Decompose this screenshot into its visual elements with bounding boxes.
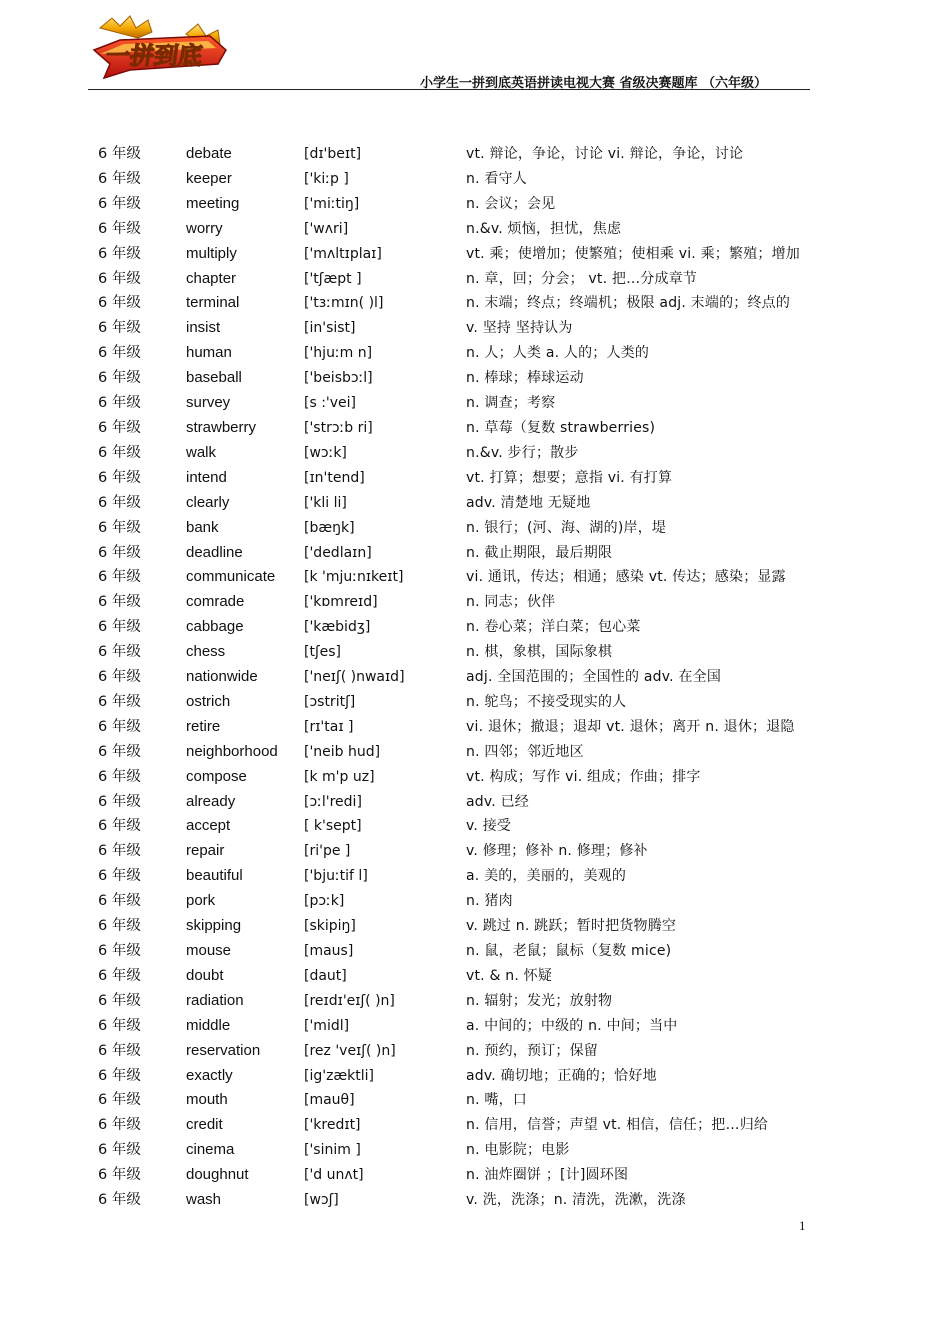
phonetic-cell: [k m'p uz] <box>304 768 375 785</box>
phonetic-cell: ['kiːp ] <box>304 170 349 187</box>
vocab-row <box>0 1113 950 1138</box>
vocab-row <box>0 366 950 391</box>
definition-cell: v. 跳过 n. 跳跃；暂时把货物腾空 <box>466 918 677 935</box>
page-number: 1 <box>799 1218 806 1233</box>
phonetic-cell: ['miːtiŋ] <box>304 195 360 212</box>
grade-cell: 6 年级 <box>98 1042 141 1059</box>
phonetic-cell: ['beisbɔːl] <box>304 370 373 387</box>
word-cell: mouth <box>186 1091 228 1109</box>
phonetic-cell: [k 'mjuːnɪkeɪt] <box>304 569 404 586</box>
document-header-title: 小学生一拼到底英语拼读电视大赛 省级决赛题库 （六年级） <box>420 76 768 91</box>
phonetic-cell: ['tʃæpt ] <box>304 270 362 287</box>
definition-cell: n.&v. 步行；散步 <box>466 444 579 461</box>
phonetic-cell: ['kæbidʒ] <box>304 619 371 636</box>
grade-cell: 6 年级 <box>98 519 141 536</box>
grade-cell: 6 年级 <box>98 146 141 162</box>
grade-cell: 6 年级 <box>98 469 141 486</box>
definition-cell: vt. 打算；想要；意指 vi. 有打算 <box>466 469 673 486</box>
phonetic-cell: [bæŋk] <box>304 519 355 536</box>
vocab-row <box>0 1039 950 1064</box>
grade-cell: 6 年级 <box>98 569 141 586</box>
word-cell: cabbage <box>186 618 244 636</box>
vocab-row <box>0 1088 950 1113</box>
grade-cell: 6 年级 <box>98 320 141 337</box>
vocab-row <box>0 416 950 441</box>
definition-cell: v. 修理；修补 n. 修理；修补 <box>466 843 648 860</box>
word-cell: human <box>186 344 232 362</box>
grade-cell: 6 年级 <box>98 444 141 461</box>
word-cell: nationwide <box>186 668 258 686</box>
definition-cell: a. 中间的；中级的 n. 中间；当中 <box>466 1017 678 1034</box>
word-cell: multiply <box>186 244 237 262</box>
grade-cell: 6 年级 <box>98 220 141 237</box>
vocab-row <box>0 291 950 316</box>
vocab-row <box>0 242 950 267</box>
vocab-row <box>0 814 950 839</box>
phonetic-cell: ['kɒmreɪd] <box>304 594 378 611</box>
word-cell: radiation <box>186 991 244 1009</box>
word-cell: repair <box>186 842 225 860</box>
word-cell: mouse <box>186 942 232 959</box>
word-cell: neighborhood <box>186 742 278 760</box>
grade-cell: 6 年级 <box>98 818 141 835</box>
word-cell: reservation <box>186 1041 261 1059</box>
word-cell: terminal <box>186 294 240 312</box>
vocab-row <box>0 640 950 665</box>
vocab-row <box>0 316 950 341</box>
phonetic-cell: [ɔstritʃ] <box>304 693 356 710</box>
definition-cell: n. 章，回；分会； vt. 把…分成章节 <box>466 270 698 287</box>
vocab-row <box>0 1188 950 1213</box>
word-cell: chapter <box>186 269 237 287</box>
phonetic-cell: ['dedlaɪn] <box>304 544 372 561</box>
phonetic-cell: [rɪ'taɪ ] <box>304 718 354 735</box>
vocab-row <box>0 615 950 640</box>
word-cell: keeper <box>186 169 232 187</box>
phonetic-cell: [wɔːk] <box>304 444 347 461</box>
vocab-row <box>0 989 950 1014</box>
grade-cell: 6 年级 <box>98 544 141 561</box>
definition-cell: n. 猪肉 <box>466 893 513 910</box>
grade-cell: 6 年级 <box>98 195 141 212</box>
word-cell: meeting <box>186 194 240 212</box>
word-cell: middle <box>186 1016 231 1034</box>
definition-cell: n. 电影院；电影 <box>466 1142 570 1159</box>
phonetic-cell: ['kredɪt] <box>304 1117 361 1134</box>
grade-cell: 6 年级 <box>98 768 141 785</box>
definition-cell: n.&v. 烦恼，担忧，焦虑 <box>466 220 622 237</box>
phonetic-cell: ['kli li] <box>304 494 347 511</box>
phonetic-cell: ['neib hud] <box>304 743 381 760</box>
vocab-row <box>0 441 950 466</box>
phonetic-cell: [ig'zæktli] <box>304 1067 375 1084</box>
logo-leaf-shape <box>100 16 152 38</box>
phonetic-cell: ['mʌltɪplaɪ] <box>304 245 382 262</box>
vocab-row <box>0 516 950 541</box>
grade-cell: 6 年级 <box>98 345 141 362</box>
phonetic-cell: [daut] <box>304 967 347 984</box>
phonetic-cell: [ɪn'tend] <box>304 469 365 486</box>
logo-text: 一拼到底 <box>104 42 205 70</box>
phonetic-cell: [ k'sept] <box>304 818 362 835</box>
vocab-row <box>0 765 950 790</box>
phonetic-cell: [rez 'veɪʃ( )n] <box>304 1042 396 1059</box>
word-cell: communicate <box>186 568 276 586</box>
phonetic-cell: [wɔʃ] <box>304 1192 339 1209</box>
vocab-row <box>0 1138 950 1163</box>
grade-cell: 6 年级 <box>98 669 141 686</box>
definition-cell: n. 调查；考察 <box>466 395 556 412</box>
vocab-row <box>0 690 950 715</box>
definition-cell: vi. 退休；撤退；退却 vt. 退休；离开 n. 退休；退隐 <box>466 718 795 735</box>
grade-cell: 6 年级 <box>98 1142 141 1159</box>
word-cell: ostrich <box>186 692 231 710</box>
definition-cell: n. 银行；(河、海、湖的)岸，堤 <box>466 519 667 536</box>
word-cell: beautiful <box>186 867 243 885</box>
grade-cell: 6 年级 <box>98 270 141 287</box>
definition-cell: n. 预约，预订；保留 <box>466 1042 598 1059</box>
definition-cell: n. 鸵鸟；不接受现实的人 <box>466 693 627 710</box>
word-cell: exactly <box>186 1066 233 1084</box>
vocab-row <box>0 590 950 615</box>
vocab-row <box>0 267 950 292</box>
phonetic-cell: ['bjuːtif l] <box>304 868 368 885</box>
grade-cell: 6 年级 <box>98 992 141 1009</box>
word-cell: strawberry <box>186 418 257 436</box>
vocab-row <box>0 964 950 989</box>
vocab-row <box>0 1064 950 1089</box>
word-cell: already <box>186 792 236 810</box>
grade-cell: 6 年级 <box>98 1017 141 1034</box>
definition-cell: n. 鼠，老鼠；鼠标（复数 mice) <box>466 943 672 959</box>
vocab-row <box>0 790 950 815</box>
definition-cell: v. 坚持 坚持认为 <box>466 320 573 337</box>
brand-logo <box>90 14 230 84</box>
grade-cell: 6 年级 <box>98 594 141 611</box>
phonetic-cell: [dɪ'beɪt] <box>304 146 362 162</box>
definition-cell: n. 棋，象棋，国际象棋 <box>466 644 613 661</box>
vocab-row <box>0 914 950 939</box>
vocabulary-list <box>0 142 950 1213</box>
definition-cell: n. 棒球；棒球运动 <box>466 370 584 387</box>
grade-cell: 6 年级 <box>98 370 141 387</box>
grade-cell: 6 年级 <box>98 170 141 187</box>
word-cell: baseball <box>186 369 242 387</box>
phonetic-cell: [s :'vei] <box>304 395 357 412</box>
word-cell: doughnut <box>186 1166 249 1184</box>
vocab-row <box>0 167 950 192</box>
word-cell: retire <box>186 717 221 735</box>
vocab-row <box>0 665 950 690</box>
definition-cell: v. 接受 <box>466 818 512 835</box>
header-divider <box>88 89 810 90</box>
word-cell: doubt <box>186 966 224 984</box>
phonetic-cell: [ri'pe ] <box>304 843 351 860</box>
vocab-row <box>0 939 950 964</box>
word-cell: debate <box>186 145 232 162</box>
word-cell: accept <box>186 817 231 835</box>
vocab-row <box>0 466 950 491</box>
phonetic-cell: ['d unʌt] <box>304 1167 364 1184</box>
vocab-row <box>0 491 950 516</box>
definition-cell: n. 会议；会见 <box>466 195 556 212</box>
word-cell: cinema <box>186 1141 235 1159</box>
word-cell: deadline <box>186 543 243 561</box>
grade-cell: 6 年级 <box>98 793 141 810</box>
grade-cell: 6 年级 <box>98 395 141 412</box>
definition-cell: n. 看守人 <box>466 170 527 187</box>
definition-cell: v. 洗，洗涤；n. 清洗，洗漱，洗涤 <box>466 1192 686 1209</box>
grade-cell: 6 年级 <box>98 743 141 760</box>
vocab-row <box>0 541 950 566</box>
vocab-row <box>0 715 950 740</box>
grade-cell: 6 年级 <box>98 693 141 710</box>
phonetic-cell: ['sinim ] <box>304 1142 361 1159</box>
phonetic-cell: [reɪdɪ'eɪʃ( )n] <box>304 992 395 1009</box>
vocab-row <box>0 889 950 914</box>
word-cell: chess <box>186 643 226 661</box>
phonetic-cell: [tʃes] <box>304 644 342 661</box>
definition-cell: a. 美的，美丽的，美观的 <box>466 868 627 885</box>
phonetic-cell: ['tɜːmɪn( )l] <box>304 295 384 312</box>
word-cell: credit <box>186 1116 223 1134</box>
word-cell: pork <box>186 892 216 910</box>
word-cell: intend <box>186 468 227 486</box>
grade-cell: 6 年级 <box>98 245 141 262</box>
word-cell: comrade <box>186 593 245 611</box>
word-cell: walk <box>186 443 217 461</box>
phonetic-cell: ['wʌri] <box>304 220 349 237</box>
vocab-row <box>0 1163 950 1188</box>
definition-cell: n. 人；人类 a. 人的；人类的 <box>466 345 650 362</box>
grade-cell: 6 年级 <box>98 843 141 860</box>
phonetic-cell: [in'sist] <box>304 320 356 337</box>
definition-cell: vt. & n. 怀疑 <box>466 967 553 984</box>
phonetic-cell: [pɔːk] <box>304 893 345 910</box>
grade-cell: 6 年级 <box>98 1192 141 1209</box>
phonetic-cell: [mauθ] <box>304 1092 355 1109</box>
grade-cell: 6 年级 <box>98 295 141 312</box>
vocab-row <box>0 217 950 242</box>
word-cell: bank <box>186 518 219 536</box>
word-cell: skipping <box>186 917 242 935</box>
word-cell: insist <box>186 319 221 337</box>
vocab-row <box>0 192 950 217</box>
grade-cell: 6 年级 <box>98 868 141 885</box>
phonetic-cell: [maus] <box>304 943 354 959</box>
phonetic-cell: ['strɔːb ri] <box>304 419 373 436</box>
grade-cell: 6 年级 <box>98 419 141 436</box>
word-cell: wash <box>186 1191 222 1209</box>
word-cell: survey <box>186 394 231 412</box>
definition-cell: n. 同志；伙伴 <box>466 594 556 611</box>
word-cell: worry <box>186 219 223 237</box>
grade-cell: 6 年级 <box>98 893 141 910</box>
definition-cell: n. 卷心菜；洋白菜；包心菜 <box>466 619 641 636</box>
definition-cell: n. 截止期限，最后期限 <box>466 544 613 561</box>
definition-cell: vi. 通讯，传达；相通；感染 vt. 传达；感染；显露 <box>466 569 786 586</box>
definition-cell: n. 油炸圈饼 ；[计]圆环图 <box>466 1167 629 1184</box>
vocab-row <box>0 864 950 889</box>
vocab-row <box>0 142 950 167</box>
definition-cell: adv. 确切地；正确的；恰好地 <box>466 1067 657 1084</box>
grade-cell: 6 年级 <box>98 718 141 735</box>
definition-cell: vt. 构成；写作 vi. 组成；作曲；排字 <box>466 768 701 785</box>
grade-cell: 6 年级 <box>98 644 141 661</box>
phonetic-cell: [skipiŋ] <box>304 918 356 935</box>
phonetic-cell: ['neɪʃ( )nwaɪd] <box>304 669 405 686</box>
definition-cell: n. 信用，信誉；声望 vt. 相信，信任；把…归给 <box>466 1117 769 1134</box>
definition-cell: n. 嘴，口 <box>466 1092 527 1109</box>
definition-cell: adv. 清楚地 无疑地 <box>466 494 591 511</box>
grade-cell: 6 年级 <box>98 494 141 511</box>
vocab-row <box>0 740 950 765</box>
vocab-row <box>0 341 950 366</box>
definition-cell: n. 末端；终点；终端机；极限 adj. 末端的；终点的 <box>466 295 791 312</box>
grade-cell: 6 年级 <box>98 1092 141 1109</box>
phonetic-cell: [ɔːl'redi] <box>304 793 362 810</box>
grade-cell: 6 年级 <box>98 967 141 984</box>
grade-cell: 6 年级 <box>98 1167 141 1184</box>
phonetic-cell: ['midl] <box>304 1017 350 1034</box>
grade-cell: 6 年级 <box>98 918 141 935</box>
definition-cell: adv. 已经 <box>466 793 529 810</box>
grade-cell: 6 年级 <box>98 943 141 959</box>
grade-cell: 6 年级 <box>98 619 141 636</box>
vocab-row <box>0 391 950 416</box>
phonetic-cell: ['hjuːm n] <box>304 345 373 362</box>
definition-cell: vt. 辩论，争论，讨论 vi. 辩论，争论，讨论 <box>466 146 744 162</box>
definition-cell: vt. 乘；使增加；使繁殖；使相乘 vi. 乘；繁殖；增加 <box>466 245 800 262</box>
vocab-row <box>0 565 950 590</box>
definition-cell: n. 辐射；发光；放射物 <box>466 992 613 1009</box>
word-cell: compose <box>186 767 247 785</box>
grade-cell: 6 年级 <box>98 1117 141 1134</box>
vocab-row <box>0 839 950 864</box>
vocab-row <box>0 1014 950 1039</box>
definition-cell: n. 草莓（复数 strawberries) <box>466 419 656 436</box>
grade-cell: 6 年级 <box>98 1067 141 1084</box>
word-cell: clearly <box>186 493 230 511</box>
definition-cell: n. 四邻；邻近地区 <box>466 743 584 760</box>
definition-cell: adj. 全国范围的；全国性的 adv. 在全国 <box>466 669 722 686</box>
